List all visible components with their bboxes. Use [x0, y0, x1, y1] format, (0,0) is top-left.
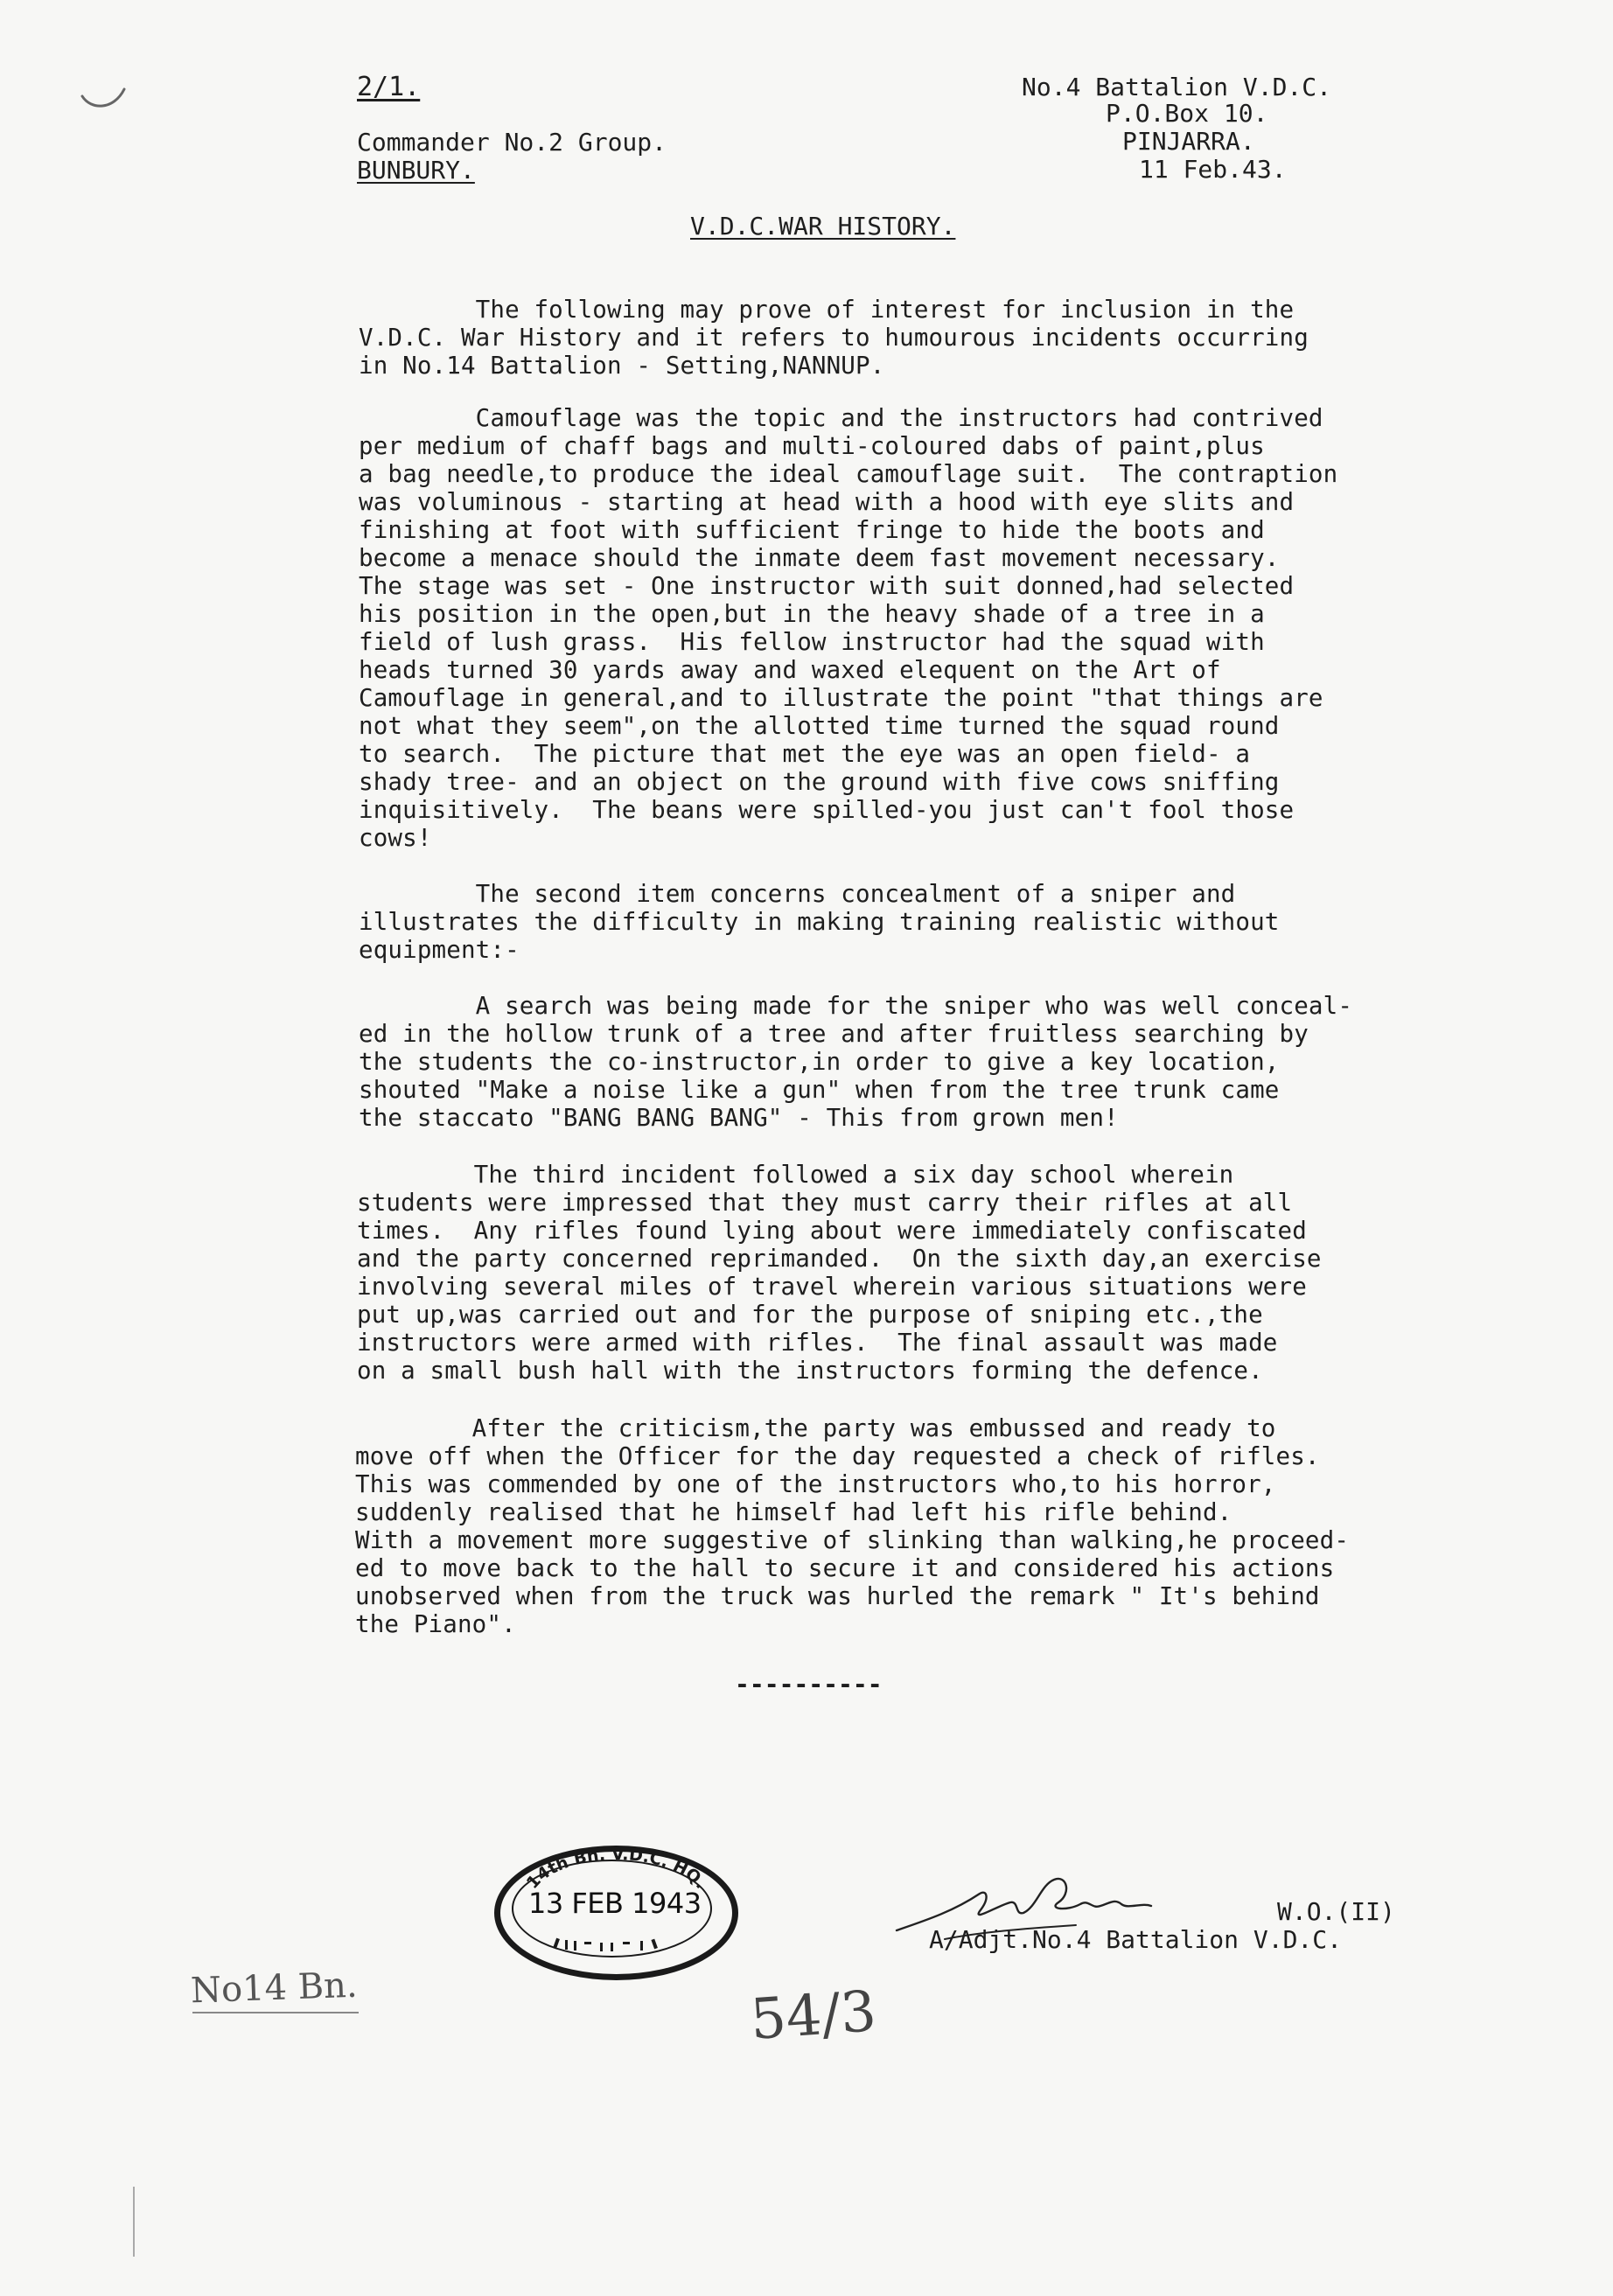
text-line: not what they seem",on the allotted time turned the squad round [359, 712, 1280, 740]
text-line: the staccato "BANG BANG BANG" - This from grown men! [359, 1104, 1119, 1132]
text-line: This was commended by one of the instructors who,to his horror, [355, 1470, 1276, 1498]
scan-mark [79, 84, 131, 119]
text-line: his position in the open,but in the heavy shade of a tree in a [359, 600, 1265, 628]
addressee-line-1: Commander No.2 Group. [357, 128, 667, 157]
paragraph-sniper-story [359, 992, 1352, 1132]
text-line: With a movement more suggestive of slinking than walking,he proceed- [355, 1526, 1350, 1554]
text-line: put up,was carried out and for the purpose of sniping etc.,the [357, 1301, 1263, 1329]
text-line: ed to move back to the hall to secure it and considered his actions [355, 1554, 1335, 1582]
svg-text:14th Bn. V.D.C. HQ. [523, 1846, 711, 1893]
separator-line: ---------- [735, 1670, 883, 1699]
handwritten-battalion-note: No14 Bn. [190, 1965, 359, 2012]
signatory-rank: W.O.(II) [1277, 1897, 1395, 1926]
text-line: The following may prove of interest for inclusion in the [359, 296, 1295, 324]
text-line: instructors were armed with rifles. The final assault was made [357, 1329, 1278, 1357]
text-line: the students the co-instructor,in order to give a key location, [359, 1048, 1280, 1076]
text-line: finishing at foot with sufficient fringe to hide the boots and [359, 516, 1265, 544]
text-line: on a small bush hall with the instructors forming the defence. [357, 1357, 1263, 1385]
handwritten-file-number: 54/3 [748, 1979, 879, 2053]
handwritten-underline [192, 2012, 359, 2013]
text-line: suddenly realised that he himself had left his rifle behind. [355, 1498, 1232, 1526]
text-line: heads turned 30 yards away and waxed elequent on the Art of [359, 656, 1221, 684]
text-line: to search. The picture that met the eye was an open field- a [359, 740, 1251, 768]
text-line: equipment:- [359, 936, 520, 964]
text-line: and the party concerned reprimanded. On the sixth day,an exercise [357, 1245, 1322, 1273]
text-line: students were impressed that they must carry their rifles at all [357, 1189, 1293, 1217]
text-line: field of lush grass. His fellow instructor had the squad with [359, 628, 1265, 656]
signatory-title: A/Adjt.No.4 Battalion V.D.C. [929, 1925, 1343, 1954]
text-line: times. Any rifles found lying about were immediately confiscated [357, 1217, 1307, 1245]
text-line: Camouflage was the topic and the instructors had contrived [359, 404, 1323, 432]
text-line: The second item concerns concealment of a sniper and [359, 880, 1236, 908]
paragraph-sniper-intro [359, 880, 1280, 964]
text-line: cows! [359, 824, 432, 852]
text-line: a bag needle,to produce the ideal camouflage suit. The contraption [359, 460, 1338, 488]
text-line: inquisitively. The beans were spilled-you just can't fool those [359, 796, 1295, 824]
text-line: After the criticism,the party was embussed and ready to [355, 1414, 1276, 1442]
text-line: move off when the Officer for the day requested a check of rifles. [355, 1442, 1320, 1470]
paragraph-rifle-check [355, 1414, 1349, 1638]
text-line: the Piano". [355, 1610, 516, 1638]
stamp-top-text: 14th Bn. V.D.C. HQ. [522, 1846, 711, 1893]
stamp-date: 13 FEB 1943 [528, 1887, 702, 1920]
sender-line-2: P.O.Box 10. [1106, 99, 1268, 128]
scan-edge-mark [133, 2187, 135, 2257]
sender-line-3: PINJARRA. [1122, 127, 1255, 156]
text-line: Camouflage in general,and to illustrate the point "that things are [359, 684, 1323, 712]
paragraph-intro [359, 296, 1309, 380]
document-title: V.D.C.WAR HISTORY. [690, 212, 956, 241]
sender-line-1: No.4 Battalion V.D.C. [1022, 73, 1332, 101]
text-line: illustrates the difficulty in making training realistic without [359, 908, 1280, 936]
text-line: in No.14 Battalion - Setting,NANNUP. [359, 352, 885, 380]
text-line: involving several miles of travel wherein various situations were [357, 1273, 1307, 1301]
text-line: V.D.C. War History and it refers to humourous incidents occurring [359, 324, 1309, 352]
text-line: ed in the hollow trunk of a tree and after fruitless searching by [359, 1020, 1309, 1048]
paragraph-camouflage [359, 404, 1337, 852]
text-line: shady tree- and an object on the ground with five cows sniffing [359, 768, 1280, 796]
addressee-line-2: BUNBURY. [357, 156, 475, 185]
text-line: shouted "Make a noise like a gun" when from the tree trunk came [359, 1076, 1280, 1104]
text-line: was voluminous - starting at head with a hood with eye slits and [359, 488, 1295, 516]
stamp-bottom-marks [549, 1933, 672, 1952]
text-line: unobserved when from the truck was hurled the remark " It's behind [355, 1582, 1320, 1610]
text-line: become a menace should the inmate deem fast movement necessary. [359, 544, 1280, 572]
text-line: A search was being made for the sniper who was well conceal- [359, 992, 1353, 1020]
text-line: The stage was set - One instructor with suit donned,had selected [359, 572, 1295, 600]
paragraph-six-day-school [357, 1161, 1322, 1385]
reference-number: 2/1. [357, 72, 421, 102]
letter-date: 11 Feb.43. [1139, 155, 1287, 184]
text-line: The third incident followed a six day school wherein [357, 1161, 1234, 1189]
text-line: per medium of chaff bags and multi-coloured dabs of paint,plus [359, 432, 1265, 460]
